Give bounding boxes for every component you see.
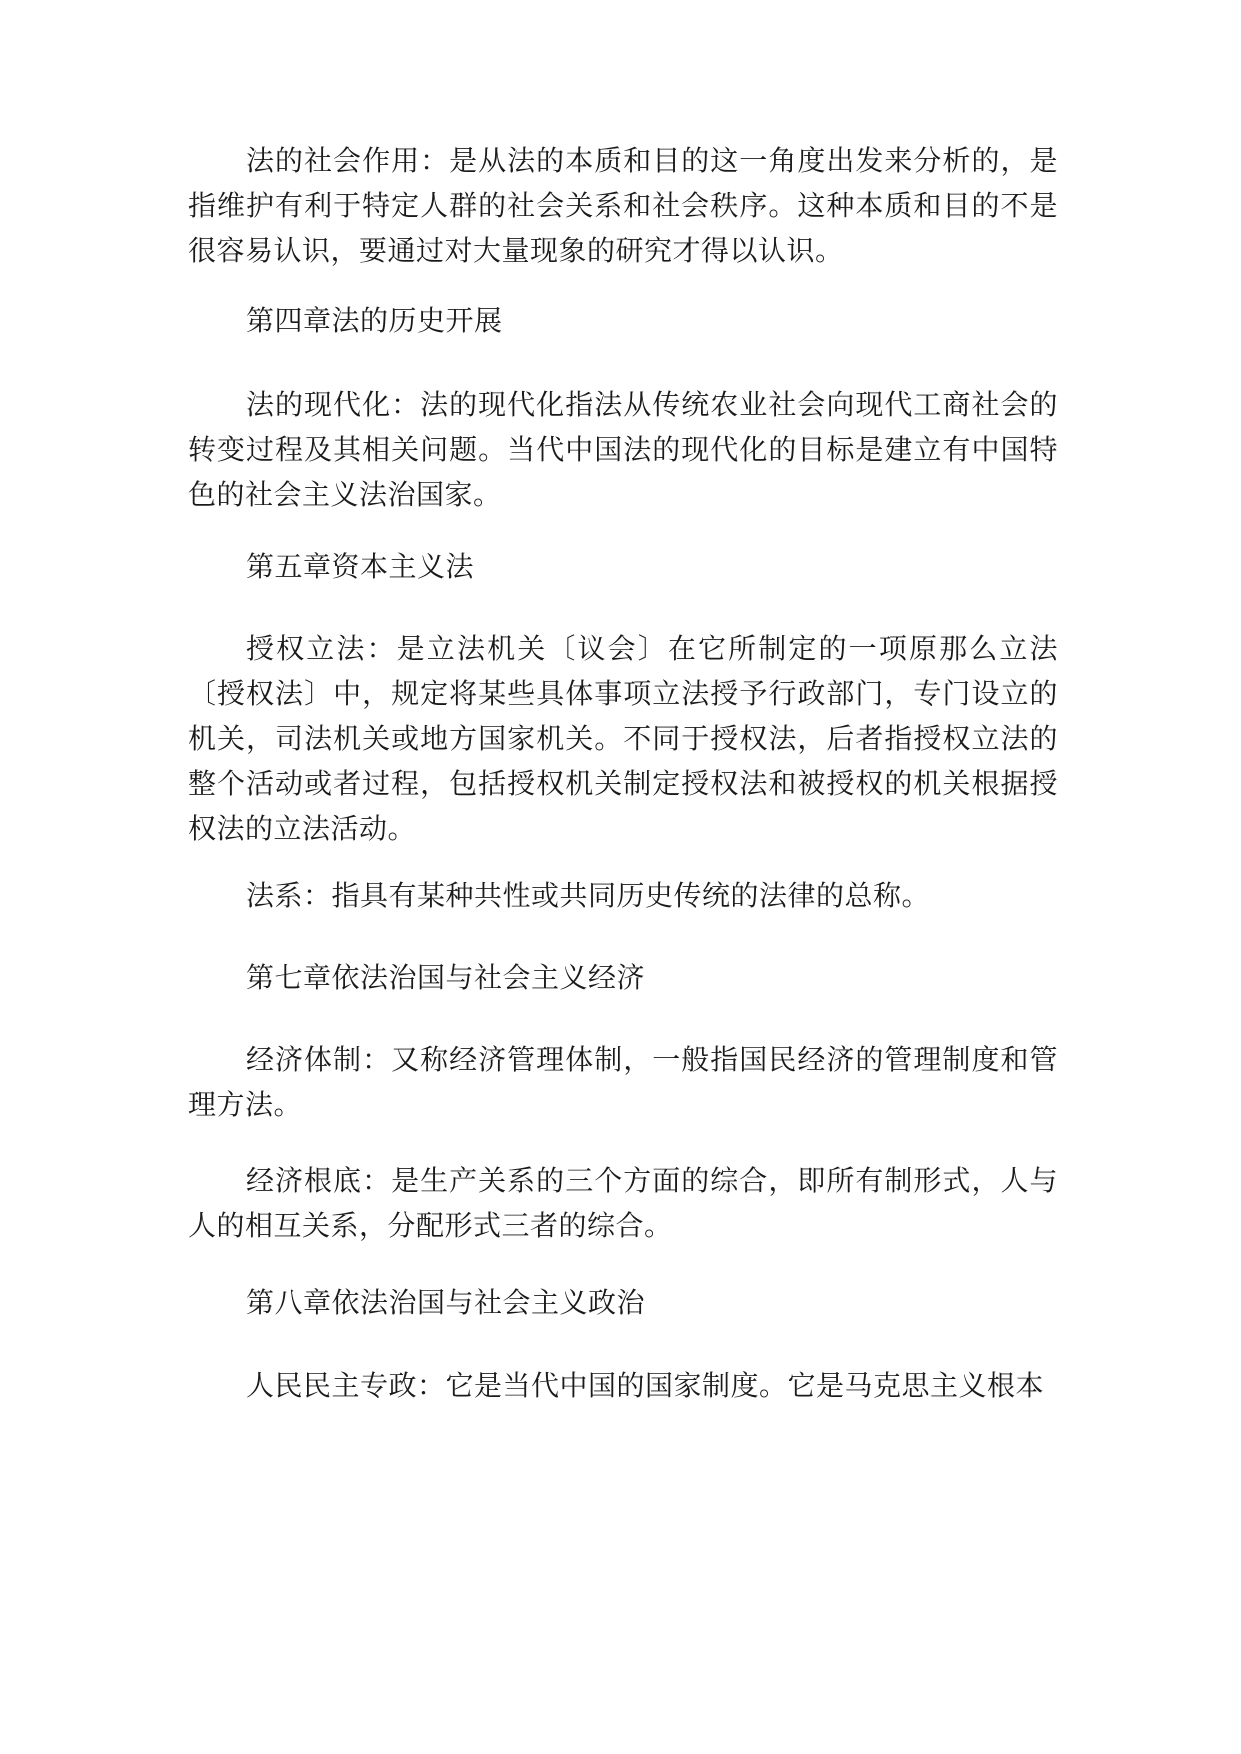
paragraph-economic-base: 经济根底：是生产关系的三个方面的综合，即所有制形式，人与人的相互关系，分配形式三者的综合。 (188, 1164, 1058, 1242)
chapter-4-heading: 第四章法的历史开展 (246, 304, 503, 337)
chapter-7-heading: 第七章依法治国与社会主义经济 (246, 961, 646, 994)
paragraph-peoples-democratic-dictatorship: 人民民主专政：它是当代中国的国家制度。它是马克思主义根本 (246, 1369, 1045, 1402)
paragraph-economic-system: 经济体制：又称经济管理体制，一般指国民经济的管理制度和管理方法。 (188, 1043, 1058, 1121)
paragraph-modernization: 法的现代化：法的现代化指法从传统农业社会向现代工商社会的转变过程及其相关问题。当代中国法的现代化的目标是建立有中国特色的社会主义法治国家。 (188, 388, 1058, 511)
paragraph-delegated-legislation: 授权立法：是立法机关〔议会〕在它所制定的一项原那么立法〔授权法〕中，规定将某些具体事项立法授予行政部门，专门设立的机关，司法机关或地方国家机关。不同于授权法，后者指授权立法的整个活动或者过程，包括授权机关制定授权法和被授权的机关根据授权法的立法活动。 (188, 632, 1058, 845)
paragraph-social-function: 法的社会作用：是从法的本质和目的这一角度出发来分析的，是指维护有利于特定人群的社会关系和社会秩序。这种本质和目的不是很容易认识，要通过对大量现象的研究才得以认识。 (188, 144, 1058, 267)
chapter-8-heading: 第八章依法治国与社会主义政治 (246, 1286, 646, 1319)
chapter-5-heading: 第五章资本主义法 (246, 550, 475, 583)
paragraph-legal-family: 法系：指具有某种共性或共同历史传统的法律的总称。 (246, 879, 931, 912)
